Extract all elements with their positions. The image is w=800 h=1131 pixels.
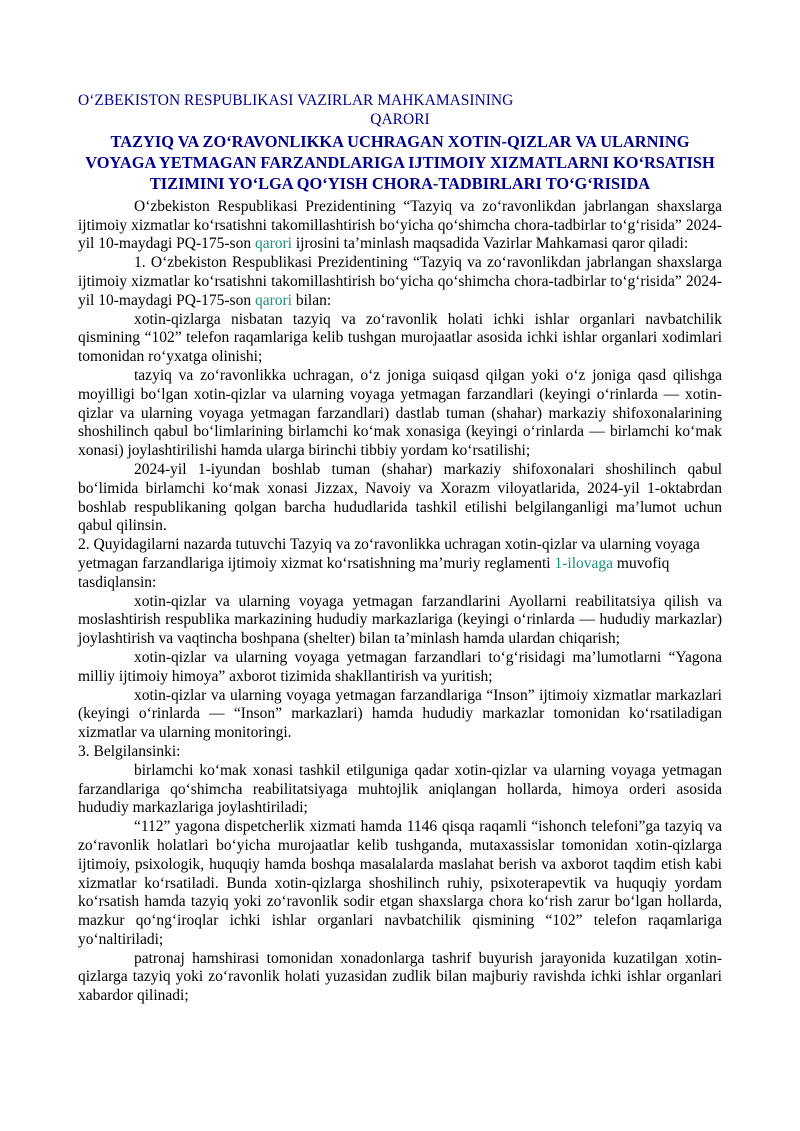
paragraph — [78, 950, 722, 1006]
paragraph-text: tazyiq va zo‘ravonlikka uchragan, o‘z joniga suiqasd qilgan yoki o‘z joniga qasd qilishga moyilligi bo‘lgan xotin-qizlar va ularning voyaga yetmagan farzandlari (keyingi o‘rinlarda — xotin-qizlar va ularning voyaga yetmagan farzandlari) dastlab tuman (shahar) markaziy shifoxonalarining shoshilinch qabul bo‘limlarining birlamchi ko‘mak xonasiga (keyingi o‘rinlarda — birlamchi ko‘mak xonasi) joylashtirilishi hamda ularga birinchi tibbiy yordam ko‘rsatilishi; — [78, 366, 722, 460]
paragraph — [78, 198, 722, 254]
paragraph-text: 2024-yil 1-iyundan boshlab tuman (shahar) markaziy shifoxonalari shoshilinch qabul bo‘limida birlamchi ko‘mak xonasi Jizzax, Navoiy va Xorazm viloyatlarida, 2024-yil 1-oktabrdan boshlab respublikaning qolgan barcha hududlarida tashkil etilishi belgilanganligi ma’lumot uchun qabul qilinsin. — [78, 460, 722, 535]
paragraph — [78, 743, 722, 762]
document-header-type: QARORI — [370, 110, 430, 128]
paragraph-text: “112” yagona dispetcherlik xizmati hamda 1146 qisqa raqamli “ishonch telefoni”ga tazyiq va zo‘ravonlik holatlari bo‘yicha murojaatlar kelib tushganda, mutaxassislar tomonidan xotin-qizlarga ijtimoiy, psixologik, huquqiy hamda boshqa masalalarda maslahat berish va axborot taqdim etish kabi xizmatlar ko‘rsatiladi. Bunda xotin-qizlarga shoshilinch ruhiy, psixoterapevtik va huquqiy yordam ko‘rsatish hamda tazyiq yoki zo‘ravonlik sodir etgan shaxslarga chora ko‘rish zarur bo‘lgan hollarda, mazkur qo‘ng‘iroqlar ichki ishlar organlari navbatchilik qismining “102” telefon raqamlariga yo‘naltiriladi; — [78, 818, 722, 948]
paragraph — [78, 367, 722, 461]
document-link[interactable]: 1-ilovaga — [554, 554, 614, 572]
paragraph-text: xotin-qizlar va ularning voyaga yetmagan farzandlariga “Inson” ijtimoiy xizmatlar markazlari (keyingi o‘rinlarda — “Inson” markazlari) hamda hududiy markazlar tomonidan ko‘rsatiladigan xizmatlar va ularning monitoringi. — [78, 686, 722, 742]
paragraph — [78, 649, 722, 687]
paragraph-text: O‘zbekiston Respublikasi Prezidentining “Tazyiq va zo‘ravonlikdan jabrlangan shaxslarga ijtimoiy xizmatlar ko‘rsatishni takomillashtirish bo‘yicha qo‘shimcha chora-tadbirlar to‘g‘risida” 2024-yil 10-maydagi PQ-175-son — [78, 197, 722, 253]
document-link[interactable]: qarori — [254, 235, 292, 253]
document-header-org: O‘ZBEKISTON RESPUBLIKASI VAZIRLAR MAHKAMASINING — [78, 92, 514, 109]
paragraph — [78, 461, 722, 536]
paragraph — [78, 254, 722, 310]
paragraph — [78, 536, 722, 592]
paragraph-text: xotin-qizlarga nisbatan tazyiq va zo‘ravonlik holati ichki ishlar organlari navbatchilik qismining “102” telefon raqamlariga kelib tushgan murojaatlar asosida ichki ishlar organlari xodimlari tomonidan ro‘yxatga olinishi; — [78, 310, 722, 366]
paragraph-text: ijrosini ta’minlash maqsadida Vazirlar Mahkamasi qaror qiladi: — [291, 235, 689, 253]
paragraph-text: birlamchi ko‘mak xonasi tashkil etilguniga qadar xotin-qizlar va ularning voyaga yetmagan farzandlariga qo‘shimcha reabilitatsiyaga muhtojlik aniqlangan hollarda, himoya orderi asosida hududiy markazlariga joylashtiriladi; — [78, 761, 722, 817]
paragraph-text: muvofiq tasdiqlansin: — [78, 554, 670, 591]
paragraph — [78, 762, 722, 818]
paragraph-text: 2. Quyidagilarni nazarda tutuvchi Tazyiq va zo‘ravonlikka uchragan xotin-qizlar va ularning voyaga yetmagan farzandlariga ijtimoiy xizmat ko‘rsatishning ma’muriy reglamenti — [78, 536, 700, 572]
paragraph-text: xotin-qizlar va ularning voyaga yetmagan farzandlarini Ayollarni reabilitatsiya qilish va moslashtirish respublika markazining hududiy markazlariga (keyingi o‘rinlarda — hududiy markazlar) joylashtirish va vaqtincha boshpana (shelter) bilan ta’minlash hamda ulardan chiqarish; — [78, 592, 722, 648]
paragraph — [78, 818, 722, 950]
document-body — [78, 198, 722, 1006]
paragraph-text: patronaj hamshirasi tomonidan xonadonlarga tashrif buyurish jarayonida kuzatilgan xotin-qizlarga tazyiq yoki zo‘ravonlik holati yuzasidan zudlik bilan majburiy ravishda ichki ishlar organlari xabardor qilinadi; — [78, 949, 722, 1005]
paragraph — [78, 311, 722, 367]
document-title: TAZYIQ VA ZO‘RAVONLIKKA UCHRAGAN XOTIN-QIZLAR VA ULARNING VOYAGA YETMAGAN FARZANDLARIGA IJTIMOIY XIZMATLARNI KO‘RSATISH TIZIMINI YO‘LGA QO‘YISH CHORA-TADBIRLARI TO‘G‘RISIDA — [85, 131, 715, 194]
paragraph-text: 3. Belgilansinki: — [78, 742, 181, 760]
paragraph — [78, 593, 722, 649]
paragraph-text: 1. O‘zbekiston Respublikasi Prezidentining “Tazyiq va zo‘ravonlikdan jabrlangan shaxslarga ijtimoiy xizmatlar ko‘rsatishni takomillashtirish bo‘yicha qo‘shimcha chora-tadbirlar to‘g‘risida” 2024-yil 10-maydagi PQ-175-son — [78, 254, 722, 309]
paragraph-text: bilan: — [291, 291, 332, 309]
paragraph-text: xotin-qizlar va ularning voyaga yetmagan farzandlari to‘g‘risidagi ma’lumotlarni “Yagona milliy ijtimoiy himoya” axborot tizimida shakllantirish va yuritish; — [78, 648, 722, 685]
paragraph — [78, 687, 722, 743]
document-link[interactable]: qarori — [254, 291, 292, 309]
